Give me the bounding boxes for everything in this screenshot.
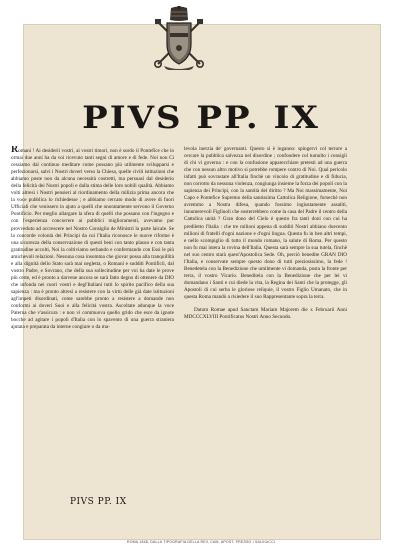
dateline: Datum Romae apud Sanctam Mariam Majorem die x Februarii Anni MDCCCXLVIII Pontificatus Nostri Anno Secundo. [184,307,347,321]
left-column [11,146,174,488]
document-title: PIVS PP. IX [82,100,320,136]
signature: PIVS PP. IX [70,497,127,507]
right-column [184,146,347,488]
papal-coat-of-arms-icon [152,6,206,70]
left-column-text: omani ! Ai desiderii vostri, ai vostri timori, non è sordo il Pontefice che in ormai due anni ha da voi ricevuto tanti segni di amore e di fede. Noi non Ci cessiamo dal continuo meditare come possano più utilmente svilupparsi e perfezionarsi, salvi i Nostri doveri verso la Chiesa, quelle civili istituzioni che abbiamo poste non da alcuna necessità costretti, ma persuasi dal desiderio della felicità dei Nostri popoli e dalla stima delle loro nobili qualità. Abbiamo volti altresì i Nostri pensieri al riordinamento della milizia prima ancora che la voce pubblica lo richiedesse ; e abbiamo cercato modo di avere di fuori Ufficiali che venissero in ajuto a quelli che onoratamente servono il Governo Pontificio. Per meglio allargare la sfera di quelli che possano con l'ingegno e con l'esperienza concorrere ai pubblici miglioramenti, avevamo pur provveduto ad accrescere nel Nostro Consiglio de Ministri la parte laicale. Se la concorde volontà dei Principi da cui l'Italia riconosce le nuove riforme è una sicurezza della conservazione di questi beni con tanto plauso e con tanta gratitudine accolti, Noi la coltiviamo serbando e confermando con Essi le più amichevoli relazioni. Nessuna cosa insomma che giovar possa alla tranquillità e alla dignità dello Stato sarà mai negletta, o Romani e sudditi Pontificii, dal vostro Padre, e Sovrano, che della sua sollecitudine per voi ha date le prove più certe, ed è pronto a darvene ancora se sarà fatto degno di ottenere da DIO che infonda nei cuori vostri e degl'Italiani tutti lo spirito pacifico della sua sapienza : ma è pronto altresì a resistere con la virtù delle già date istituzioni agl'impeti disordinati, come sarebbe pronto a resistere a domande non conformi ai doveri Suoi e alla felicità vostra. Ascoltate adunque la voce Paterna che v'assicura : e non vi commuova quello grido che esce da ignote bocche ad agitare i popoli d'Italia con lo spavento di una guerra straniera ajutata e preparata da interne congiure o da ma- [11,148,174,331]
drop-cap: R [11,146,19,155]
printer-imprint: ROMA 1848. DALLA TIPOGRAFIA DELLA REV. CAM. APOST. PRESSO I SALVIUCCI [127,540,275,544]
right-column-text: levola inerzia de' governanti. Questo si è inganno: spingervi col terrore a cercare la pubblica salvezza nel disordine ; confondere col tumulto i consigli di chi vi governa : e con la confusione apparecchiare pretesti ad una guerra che con nessun altro motivo si potrebbe rompere contro di Noi. Qual pericolo infatti può sovrastare all'Italia finchè un vincolo di gratitudine e di fiducia, non corrotto da nessuna violenza, congiunga insieme la forza dei popoli con la sapienza dei Principi, con la santità del diritto ? Ma Noi massimamente, Noi Capo e Pontefice Supremo della santissima Cattolica Religione, forsechè non avremmo a Nostra difesa, quando fossimo ingiustamente assaliti, innumerevoli Figliuoli che sosterrebbero come la casa del Padre il centro della Cattolica unità ? Gran dono del Cielo è questo fra tanti doni con cui ha prediletto l'Italia : che tre milioni appena di sudditi Nostri abbiano duecento milioni di fratelli d'ogni nazione e d'ogni lingua. Questa fu in ben altri tempi, e nello scompiglio di tutto il mondo romano, la salute di Roma. Per questo non fu mai intera la rovina dell'Italia. Questa sarà sempre la sua tutela, finchè nel suo centro starà quest'Apostolica Sede. Oh, perciò benedite GRAN DIO l'Italia, e conservate sempre questo dono di tutti preziosissimo, la fede ! Benedetela con la Benedizione che umilmente vi domanda, posta la fronte per terra, il vostro Vicario. Beneditela con la Benedizione che per lei vi domandano i Santi e cui diede la vita, la Regina dei Santi che la protegge, gli Apostoli di cui serba le gloriose reliquie, il vostro Figlio Umanato, che in questa Roma mandò a risiedere il suo Rappresentante sopra la terra. [184,146,347,300]
text-columns [11,146,347,488]
